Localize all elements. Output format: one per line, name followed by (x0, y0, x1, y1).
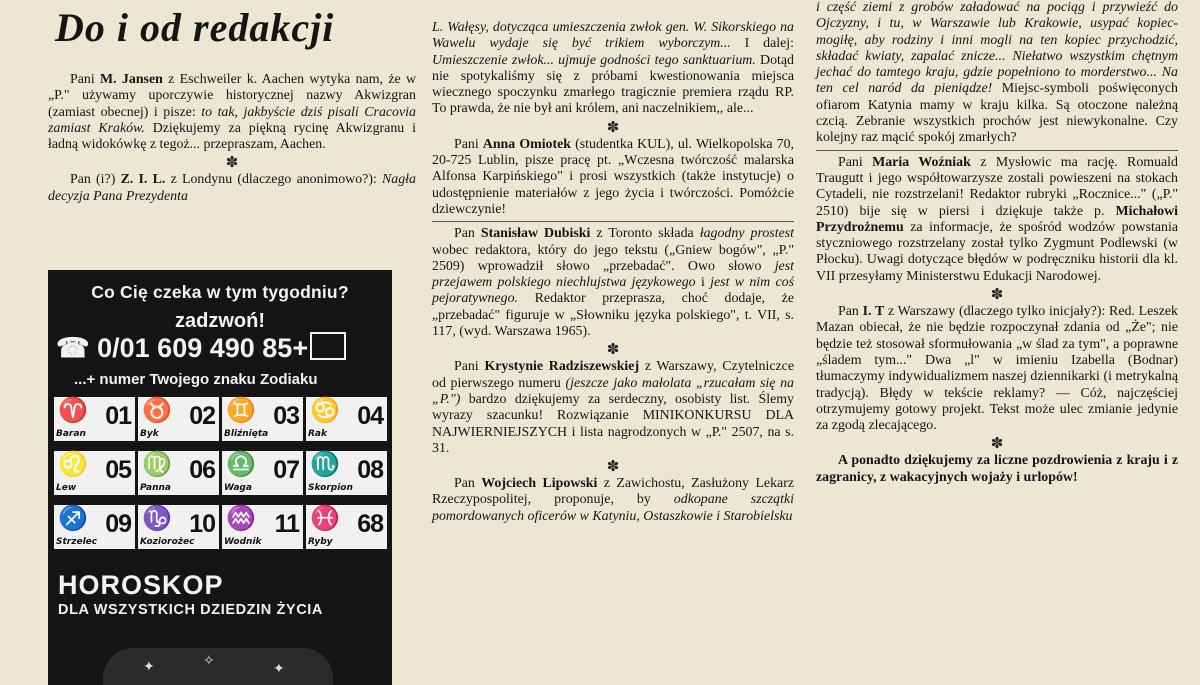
separator-flower-icon: ✽ (606, 342, 620, 359)
zodiac-sign-icon: ♈ (58, 397, 88, 424)
text: Dziękujemy za piękną rycinę Akwizgranu i ładną widokówkę z tegoż... przepraszam, Aachen. (48, 120, 417, 153)
zodiac-sign-name: Baran (56, 429, 86, 439)
ad-hands-illustration (103, 648, 333, 685)
author-name: M. Jansen (100, 72, 163, 87)
text: z Mysłowic ma rację. Romuald Traugutt i jego współtowarzysze zostali powieszeni na stokach Cytadeli, nie rozstrzelani! Redaktor rubryki „Rocznice..." („P." 2510) bije się w piersi i dziękuje także p. (816, 154, 1178, 219)
paragraph-continuation (432, 20, 794, 118)
separator-flower-icon: ✽ (606, 459, 620, 476)
zodiac-sign-icon: ♊ (226, 397, 256, 424)
author-name: Michałowi Przydrożnemu (816, 203, 1178, 235)
zodiac-sign-icon: ♋ (310, 397, 340, 424)
zodiac-sign-number: 08 (357, 456, 383, 484)
zodiac-sign-icon: ♎ (226, 451, 256, 478)
quote: i część ziemi z grobów załadować na pociąg i przywieźć do Ojczyzny, i tu, w Warszawie lub Krakowie, usypać kopiec-mogiłę, aby rodziny i inni mogli na ten kopiec przychodzić, składać kwiaty, zapalać znicze... Niełatwo wszystkim chętnym jechać do tamtego kraju, gdzie popełniono to morderstwo... Na ten cel naród da pieniądze! (816, 0, 1178, 97)
phone-text: ☎ 0/01 609 490 85+ (56, 333, 309, 363)
author-name: Maria Woźniak (872, 154, 971, 170)
zodiac-sign-number: 02 (189, 402, 215, 430)
text: (studentka KUL), ul. Wielkopolska 70, 20-725 Lublin, pisze pracę pt. „Wczesna twórczość malarska Alfonsa Karpińskiego" i prosi wszystkich (także instytucje) o udostępnienie materiałów z jego życia i twórczości. Pomóżcie dziewczynie! (432, 136, 795, 217)
zodiac-sign-icon: ♒ (226, 505, 256, 532)
ad-horoscope-title: HOROSKOP (58, 570, 224, 600)
text: z Warszawy, Czytelniczce od pierwszego numeru (432, 359, 795, 391)
zodiac-sign-number: 06 (189, 456, 215, 484)
text: i (695, 275, 711, 291)
text: bardzo dziękujemy za serdeczny, osobisty list. Ślemy wyrazy szacunku! Rozwiązanie MINIKONKURSU DLA NAJWIERNIEJSZYCH i lista nagrodzonych w „P." 2507, na s. 31. (432, 391, 794, 456)
zodiac-sign-tile (54, 505, 135, 549)
zodiac-sign-tile (222, 397, 303, 441)
text: Pan (454, 476, 482, 492)
ad-phone-number (56, 332, 392, 364)
zodiac-sign-icon: ♍ (142, 451, 172, 478)
zodiac-sign-tile (138, 397, 219, 441)
zodiac-grid (54, 397, 386, 549)
text: Miejsc-symboli poświęconych ofiarom Katynia mamy w kraju kilka. Są otoczone należną czcią. Zebranie wszystkich prochów jest niewykonalne. Czy kolejny raz mącić spokój zmarłych? (816, 81, 1179, 146)
text: Pani (454, 136, 483, 152)
paragraph-jansen (48, 72, 416, 153)
star-icon: ✦ (143, 658, 155, 674)
text: I dalej: (730, 36, 794, 52)
paragraph-lipowski (432, 476, 794, 525)
column-3 (816, 0, 1178, 488)
paragraph-zil (48, 172, 416, 205)
zodiac-sign-tile (222, 505, 303, 549)
zodiac-sign-icon: ♑ (142, 505, 172, 532)
paragraph-dubiski (432, 226, 794, 340)
zodiac-sign-number: 03 (273, 402, 299, 430)
text: Pani (70, 72, 101, 87)
zodiac-sign-number: 09 (105, 510, 131, 538)
zodiac-sign-tile (54, 397, 135, 441)
quote: Umieszczenie zwłok... ujmuje godności tego sanktuarium. (432, 52, 756, 68)
text: z Toronto składa (590, 226, 700, 242)
zodiac-sign-number: 07 (273, 456, 299, 484)
separator-flower-icon: ✽ (990, 436, 1004, 453)
zodiac-sign-name: Wodnik (224, 537, 262, 547)
zodiac-sign-icon: ♉ (142, 397, 172, 424)
paragraph-omiotek (432, 137, 794, 218)
quote: to tak, jakbyście dziś pisali Cracovia zamiast Kraków. (48, 104, 416, 136)
zodiac-sign-name: Rak (308, 429, 327, 439)
text: wobec redaktora, który do jego tekstu („Gniew bogów", „P." 2509) wprowadził słowo „przebadać". Owo słowo (432, 242, 794, 274)
zodiac-sign-name: Koziorożec (140, 537, 195, 547)
text: Pan (i?) (70, 172, 121, 188)
ad-call-text: zadzwoń! (175, 310, 265, 332)
separator-flower-icon: ✽ (990, 287, 1004, 304)
quote: jest w nim coś pejoratywnego. (432, 275, 795, 307)
zodiac-sign-number: 05 (105, 456, 131, 484)
zodiac-sign-number: 68 (357, 510, 383, 538)
zodiac-sign-icon: ♐ (58, 505, 88, 532)
text: Dotąd nie spotykaliśmy się z próbami kwestionowania miejsca wiecznego spoczynku zmarłego tragicznie premiera rządu RP. To prawda, że nie był ani królem, ani naczelnikiem,, ale... (432, 52, 794, 117)
horoscope-advertisement (48, 270, 392, 685)
column-1 (48, 72, 416, 207)
ad-subtext: ...+ numer Twojego znaku Zodiaku (74, 371, 318, 388)
zodiac-sign-name: Bliźnięta (224, 429, 269, 439)
paragraph-radziszewska (432, 359, 794, 457)
zodiac-sign-tile (306, 451, 387, 495)
star-icon: ✧ (203, 652, 215, 668)
quote: (jeszcze jako małolata „rzucałam się na „P.") (432, 375, 794, 407)
zodiac-sign-icon: ♌ (58, 451, 88, 478)
zodiac-sign-tile (138, 505, 219, 549)
author-name: Stanisław Dubiski (480, 226, 591, 242)
quote: jest przejawem polskiego niechlujstwa językowego (432, 258, 794, 291)
text: Pani (454, 359, 485, 375)
zodiac-sign-tile (306, 397, 387, 441)
author-name: I. T (862, 304, 885, 320)
zodiac-sign-name: Strzelec (56, 537, 98, 547)
author-name: Anna Omiotek (482, 136, 572, 152)
zodiac-sign-tile (222, 451, 303, 495)
zodiac-sign-number: 01 (105, 402, 131, 430)
quote: odkopane szczątki pomordowanych oficerów w Katyniu, Ostaszkowie i Starobielsku (432, 492, 794, 524)
zodiac-sign-name: Lew (56, 483, 77, 493)
author-name: Z. I. L. (120, 172, 166, 188)
page-title: Do i od redakcji (55, 5, 335, 50)
zodiac-sign-name: Ryby (308, 537, 333, 547)
closing-text: A ponadto dziękujemy za liczne pozdrowienia z kraju i z zagranicy, z wakacyjnych wojaży i urlopów! (816, 453, 1178, 485)
paragraph-continuation (816, 0, 1178, 147)
zodiac-number-box-icon (310, 332, 346, 360)
zodiac-sign-name: Byk (140, 429, 159, 439)
ad-tagline: DLA WSZYSTKICH DZIEDZIN ŻYCIA (58, 602, 323, 618)
text: Pan (838, 304, 863, 320)
quote: L. Wałęsy, dotycząca umieszczenia zwłok gen. W. Sikorskiego na Wawelu wydaje się być trikiem wyborczym... (432, 20, 794, 52)
text: z Warszawy (dlaczego tylko inicjały?): Red. Leszek Mazan obiecał, że nie będzie rozpoczynał zdania od „Że"; nie będzie też stosował sformułowania „w ślad za tym", a poprawne „śladem tym..." Dwa „l" w imieniu Izabella (Bodnar) tłumaczymy indywidualizmem naszej dziennikarki (i metrykalną tradycją). Błędy w tekście reklamy? — Cóż, najczęściej otrzymujemy gotowy projekt. Tekst może ulec zmianie jedynie za zgodą zlecającego. (816, 304, 1178, 434)
text: z Londynu (dlaczego anonimowo?): (165, 172, 383, 188)
zodiac-sign-name: Skorpion (308, 483, 353, 493)
zodiac-sign-number: 04 (357, 402, 383, 430)
separator-flower-icon: ✽ (225, 155, 239, 172)
author-name: Wojciech Lipowski (481, 476, 598, 492)
text: Redaktor przeprasza, choć dodaje, że „przebadać" figuruje w „Słowniku języka polskiego", t. VII, s. 117, (wyd. Warszawa 1965). (432, 291, 794, 340)
text: za informacje, że spośród wodzów powstania styczniowego rozstrzelany został tylko Zygmunt Podlewski (w Płocku). Uwagi dotyczące błędów w podręczniku historii dla kl. VII przesyłamy Ministerstwu Edukacji Narodowej. (816, 219, 1178, 284)
zodiac-sign-number: 11 (274, 510, 299, 538)
quote: Nagła decyzja Pana Prezydenta (48, 172, 416, 204)
quote: łagodny prostest (699, 226, 795, 242)
text: Pani (838, 154, 873, 170)
paragraph-closing (816, 453, 1178, 486)
ad-heading: Co Cię czeka w tym tygodniu? (91, 282, 349, 302)
text: Pan (454, 226, 481, 242)
zodiac-sign-name: Waga (224, 483, 252, 493)
zodiac-sign-icon: ♏ (310, 451, 340, 478)
star-icon: ✦ (273, 660, 285, 676)
divider (432, 221, 794, 222)
paragraph-wozniak (816, 155, 1178, 285)
zodiac-sign-number: 10 (189, 510, 215, 538)
zodiac-sign-name: Panna (140, 483, 171, 493)
separator-flower-icon: ✽ (606, 119, 620, 136)
author-name: Krystynie Radziszewskiej (484, 359, 640, 375)
column-2 (432, 20, 794, 527)
zodiac-sign-tile (54, 451, 135, 495)
text: z Eschweiler k. Aachen wytyka nam, że w „P." używamy uporczywie historycznej nazwy Akwizgran (zamiast obecnej) i pisze: (48, 72, 417, 120)
paragraph-it (816, 304, 1178, 434)
text: z Zawichostu, Zasłużony Lekarz Rzeczypospolitej, proponuje, by (432, 476, 794, 508)
zodiac-sign-tile (306, 505, 387, 549)
divider (816, 150, 1178, 151)
zodiac-sign-tile (138, 451, 219, 495)
zodiac-sign-icon: ♓ (310, 505, 340, 532)
